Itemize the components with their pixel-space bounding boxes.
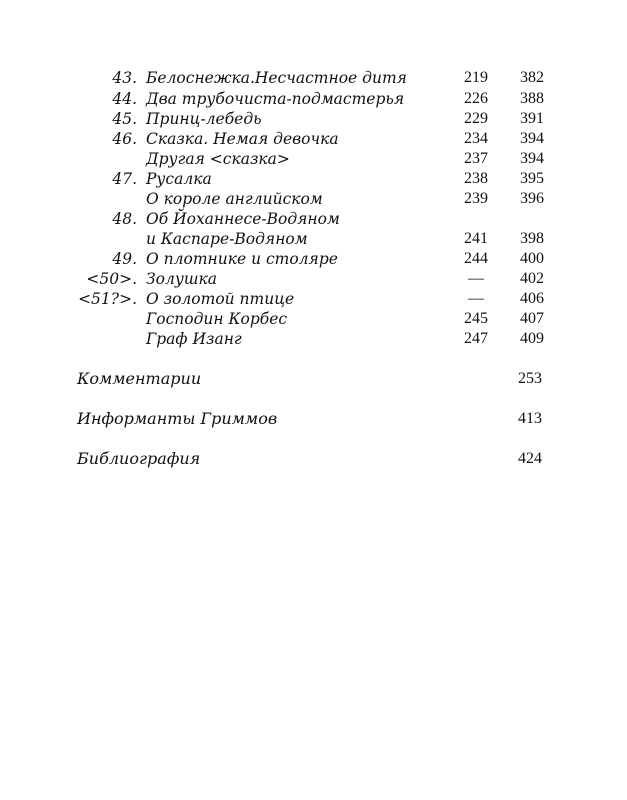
entry-title: Белоснежка.Несчастное дитя bbox=[146, 69, 407, 87]
toc-section bbox=[0, 407, 627, 431]
entry-title: Об Йоханнесе-Водяном bbox=[146, 210, 340, 228]
toc-entry bbox=[0, 189, 627, 209]
entry-number: 44. bbox=[112, 90, 137, 108]
entry-comment-page: 382 bbox=[520, 69, 544, 86]
toc-entry bbox=[0, 109, 627, 129]
entry-comment-page: 398 bbox=[520, 230, 544, 247]
entry-title: Граф Изанг bbox=[146, 330, 242, 348]
toc-entry bbox=[0, 149, 627, 169]
section-page: 253 bbox=[518, 370, 542, 387]
entry-text-page: 239 bbox=[464, 190, 488, 207]
entry-title: О короле английском bbox=[146, 190, 323, 208]
entry-number: <50>. bbox=[86, 270, 137, 288]
entry-number: 49. bbox=[112, 250, 137, 268]
entry-text-page: 238 bbox=[464, 170, 488, 187]
section-title: Комментарии bbox=[77, 369, 202, 388]
entry-text-page: 237 bbox=[464, 150, 488, 167]
entry-title: Два трубочиста-подмастерья bbox=[146, 90, 405, 108]
entry-comment-page: 407 bbox=[520, 310, 544, 327]
entry-number: 43. bbox=[112, 69, 137, 87]
entry-comment-page: 388 bbox=[520, 90, 544, 107]
entry-comment-page: 395 bbox=[520, 170, 544, 187]
entry-text-page: 241 bbox=[464, 230, 488, 247]
toc-entry bbox=[0, 289, 627, 309]
entry-number: 47. bbox=[112, 170, 137, 188]
entry-comment-page: 402 bbox=[520, 270, 544, 287]
entry-text-page: 244 bbox=[464, 250, 488, 267]
entry-number: <51?>. bbox=[78, 290, 137, 308]
entry-title: Другая <сказка> bbox=[146, 150, 290, 168]
entry-title: Русалка bbox=[146, 170, 212, 188]
entry-text-page: — bbox=[468, 270, 484, 287]
entry-text-page: 229 bbox=[464, 110, 488, 127]
entry-comment-page: 400 bbox=[520, 250, 544, 267]
toc-entry bbox=[0, 209, 627, 229]
entry-comment-page: 394 bbox=[520, 150, 544, 167]
entry-number: 46. bbox=[112, 130, 137, 148]
entry-title: Золушка bbox=[146, 270, 218, 288]
entry-comment-page: 394 bbox=[520, 130, 544, 147]
entry-title: Господин Корбес bbox=[146, 310, 288, 328]
section-page: 424 bbox=[518, 450, 542, 467]
toc-entry bbox=[0, 229, 627, 249]
entry-title: Принц-лебедь bbox=[146, 110, 262, 128]
toc-entry bbox=[0, 68, 627, 88]
entry-text-page: 219 bbox=[464, 69, 488, 86]
entry-number: 48. bbox=[112, 210, 137, 228]
toc-entry bbox=[0, 249, 627, 269]
toc-section bbox=[0, 447, 627, 471]
entry-title: О плотнике и столяре bbox=[146, 250, 338, 268]
entry-text-page: 226 bbox=[464, 90, 488, 107]
entry-comment-page: 406 bbox=[520, 290, 544, 307]
entry-number: 45. bbox=[112, 110, 137, 128]
entry-text-page: 234 bbox=[464, 130, 488, 147]
toc-entry bbox=[0, 269, 627, 289]
entry-title: и Каспаре-Водяном bbox=[146, 230, 308, 248]
entry-text-page: 247 bbox=[464, 330, 488, 347]
section-title: Библиография bbox=[77, 449, 201, 468]
toc-entry bbox=[0, 129, 627, 149]
toc-entry bbox=[0, 329, 627, 349]
entry-title: О золотой птице bbox=[146, 290, 295, 308]
toc-entry bbox=[0, 89, 627, 109]
toc-entry bbox=[0, 309, 627, 329]
section-page: 413 bbox=[518, 410, 542, 427]
toc-entry bbox=[0, 169, 627, 189]
entry-comment-page: 391 bbox=[520, 110, 544, 127]
entry-comment-page: 409 bbox=[520, 330, 544, 347]
entry-title: Сказка. Немая девочка bbox=[146, 130, 339, 148]
section-title: Информанты Гриммов bbox=[77, 409, 278, 428]
entry-comment-page: 396 bbox=[520, 190, 544, 207]
entry-text-page: 245 bbox=[464, 310, 488, 327]
toc-section bbox=[0, 367, 627, 391]
entry-text-page: — bbox=[468, 290, 484, 307]
